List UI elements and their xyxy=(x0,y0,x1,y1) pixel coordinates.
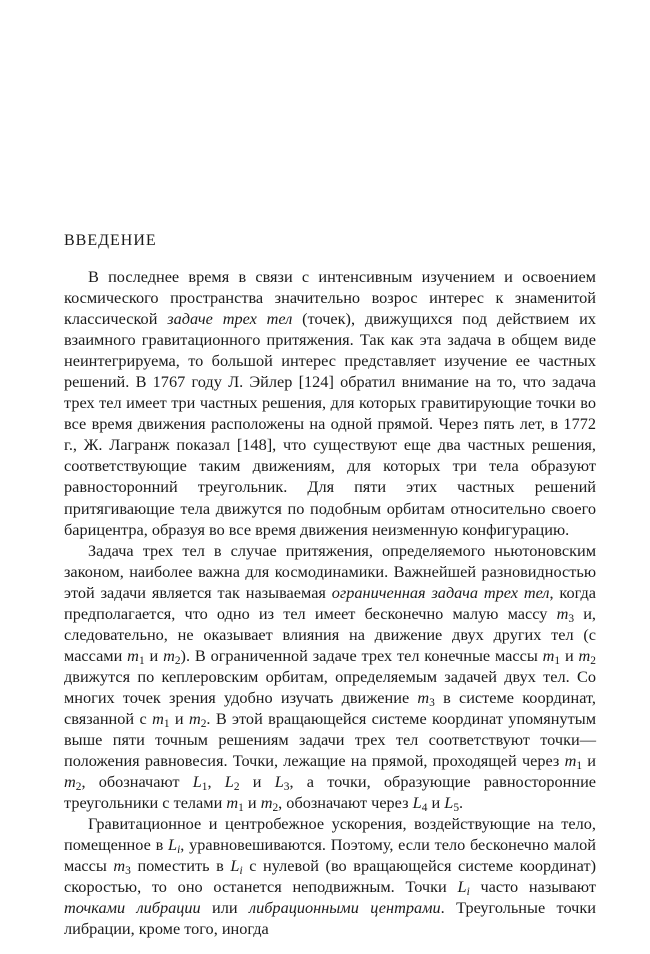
italic-text: m xyxy=(578,645,591,665)
subscript: 3 xyxy=(568,612,575,625)
text-run: и xyxy=(560,645,579,665)
italic-text: m xyxy=(152,708,164,728)
italic-text: m xyxy=(542,645,555,665)
italic-text: L xyxy=(457,877,467,897)
text-run: , уравновешиваются. Поэтому, если тело бесконечно малой массы xyxy=(64,835,597,876)
subscript: 2 xyxy=(590,654,596,667)
italic-text: m xyxy=(556,603,569,623)
text-run: поместить в xyxy=(130,856,231,876)
text-run: в системе координат, связанной с xyxy=(64,687,596,728)
text-run: и xyxy=(144,645,164,665)
text-run: . Треугольные точки либрации, кроме того, иногда xyxy=(64,898,596,939)
text-run: , а точки, образующие равносторонние треугольники с телами xyxy=(64,772,597,813)
text-run: Задача трех тел в случае притяжения, определяемого ньютоновским законом, наиболее важна для космодинамики. Важнейшей разновидностью этой задачи является так называемая xyxy=(64,540,596,602)
text-run: , обозначают xyxy=(81,772,193,792)
subscript: 1 xyxy=(163,717,170,730)
italic-text: L xyxy=(444,793,454,813)
subscript: 4 xyxy=(421,802,428,815)
text-run: и xyxy=(239,772,275,792)
text-run: В последнее время в связи с интенсивным изучением и освоением космического пространства значительно возрос интерес к знаменитой классической xyxy=(64,267,596,329)
subscript: 3 xyxy=(429,696,435,709)
paragraph xyxy=(64,813,596,939)
italic-text: либрационными центрами xyxy=(249,898,441,918)
italic-text: m xyxy=(564,751,577,771)
text-run: ). В ограниченной задаче трех тел конечные массы xyxy=(180,645,543,665)
body-text xyxy=(64,266,596,940)
subscript: i xyxy=(466,886,470,899)
text-run: движутся по кеплеровским орбитам, определяемым задачей двух тел. Со многих точек зрения удобно изучать движение xyxy=(64,666,596,707)
subscript: 2 xyxy=(75,780,82,793)
subscript: 2 xyxy=(272,802,279,815)
subscript: i xyxy=(177,844,181,857)
subscript: 1 xyxy=(138,654,145,667)
italic-text: m xyxy=(64,772,76,792)
italic-text: m xyxy=(260,793,273,813)
text-run: . В этой вращающейся системе координат упомянутым выше пяти точным решениям задачи трех тел соответствуют точки— положения равновесия. Точки, лежащие на прямой, проходящей через xyxy=(64,708,596,771)
subscript: 2 xyxy=(233,780,240,793)
paragraph xyxy=(64,266,596,540)
italic-text: m xyxy=(127,645,139,665)
text-run: и xyxy=(427,793,445,813)
italic-text: m xyxy=(163,645,175,665)
subscript: 1 xyxy=(201,780,208,793)
text-run: , обозначают через xyxy=(278,793,413,813)
text-run: и, следовательно, не оказывает влияния на движение двух других тел (с массами xyxy=(64,603,596,665)
italic-text: m xyxy=(226,793,239,813)
italic-text: m xyxy=(113,856,126,876)
subscript: 2 xyxy=(200,717,207,730)
italic-text: m xyxy=(417,687,430,707)
subscript: 3 xyxy=(125,865,131,878)
text-run: , когда предполагается, что одно из тел имеет бесконечно малую массу xyxy=(64,582,597,623)
subscript: i xyxy=(239,865,243,878)
italic-text: L xyxy=(274,772,284,792)
text-run: . xyxy=(459,793,464,813)
italic-text: m xyxy=(188,708,201,728)
text-run: (точек), движущихся под действием их взаимного гравитационного притяжения. Так как эта задача в общем виде неинтегрируема, то большой интерес представляет изучение ее частных решений. В 1767 году Л. Эйлер [124] обратил внимание на то, что задача трех тел имеет три частных решения, для которых гравитирующие точки во все время движения расположены на одной прямой. Через пять лет, в 1772 г., Ж. Лагранж показал [148], что существуют еще два частных решения, соответствующие таким движениям, для которых три тела образуют равносторонний треугольник. Для пяти этих частных решений притягивающие тела движутся по подобным орбитам относительно своего барицентра, образуя во все время движения неизменную конфигурацию. xyxy=(64,309,597,539)
italic-text: L xyxy=(230,856,240,876)
italic-text: задаче трех тел xyxy=(167,309,293,329)
subscript: 3 xyxy=(283,780,290,793)
paragraph xyxy=(64,540,596,814)
italic-text: L xyxy=(192,772,202,792)
text-run: и xyxy=(243,793,261,813)
text-run: , xyxy=(207,772,225,792)
subscript: 1 xyxy=(554,654,561,667)
subscript: 1 xyxy=(238,802,244,815)
subscript: 5 xyxy=(453,802,460,815)
text-run: Гравитационное и центробежное ускорения, воздействующие на тело, помещенное в xyxy=(64,814,596,855)
chapter-heading: ВВЕДЕНИЕ xyxy=(64,232,157,249)
subscript: 1 xyxy=(576,759,583,772)
text-run: и xyxy=(169,708,189,728)
text-run: с нулевой (во вращающейся системе координат) скоростью, то оно останется неподвижным. Точки xyxy=(64,856,596,897)
italic-text: ограниченная задача трех тел xyxy=(331,582,550,602)
italic-text: L xyxy=(168,835,178,855)
italic-text: L xyxy=(224,772,234,792)
text-run: часто называют xyxy=(469,877,596,897)
text-run: и xyxy=(582,751,596,771)
italic-text: L xyxy=(412,793,422,813)
subscript: 2 xyxy=(174,654,181,667)
italic-text: точками либрации xyxy=(64,898,201,918)
text-run: или xyxy=(200,898,249,918)
